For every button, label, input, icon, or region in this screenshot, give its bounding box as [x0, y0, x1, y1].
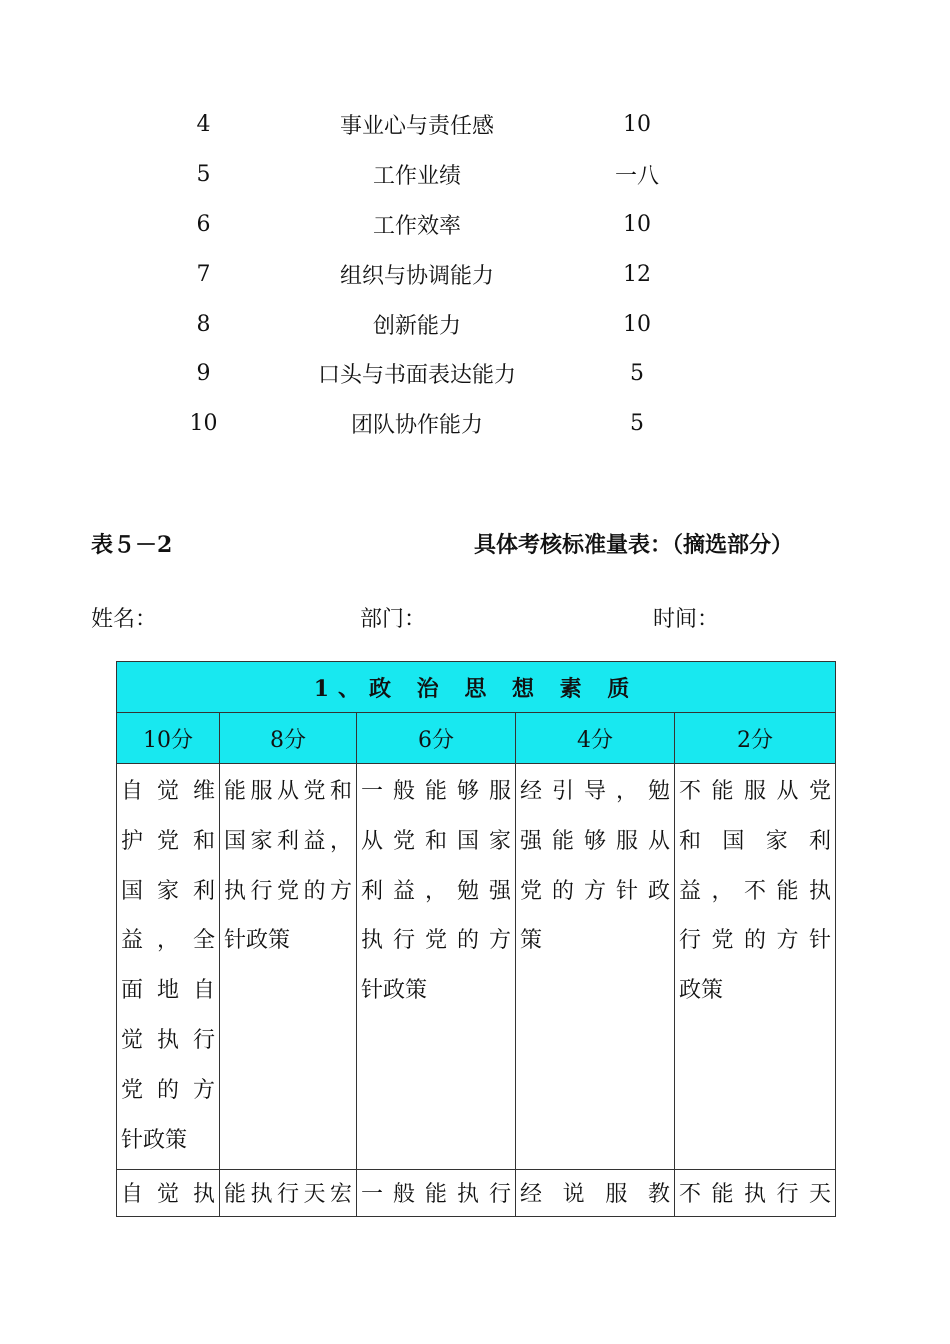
- score-header: 4分: [516, 713, 675, 764]
- item-name: 团队协作能力: [350, 413, 483, 439]
- score-header: 8分: [220, 713, 357, 764]
- item-number: 6: [196, 211, 211, 237]
- weight-list: [150, 100, 750, 449]
- item-number: 10: [189, 411, 218, 437]
- criteria-cell-10: 自 觉 执: [117, 1170, 220, 1217]
- item-number: 4: [196, 112, 211, 138]
- item-score: 一八: [614, 164, 659, 190]
- criteria-cell-8: 能执行天宏: [220, 1170, 357, 1217]
- name-field-label: 姓名：: [91, 607, 158, 632]
- criteria-cell-6: 一 般 能 执 行: [357, 1170, 516, 1217]
- time-field-label: 时间：: [653, 607, 720, 632]
- score-header: 6分: [357, 713, 516, 764]
- criteria-cell-2: 不 能 服 从 党 和 国 家 利 益 ， 不 能 执 行 党 的 方 针 政策: [675, 764, 836, 1170]
- item-score: 5: [630, 411, 644, 437]
- department-field-label: 部门：: [360, 607, 427, 632]
- item-score: 10: [623, 311, 651, 337]
- criteria-cell-6: 一 般 能 够 服 从 党 和 国 家 利 益 ， 勉 强 执 行 党 的 方 针政策: [357, 764, 516, 1170]
- item-score: 5: [630, 361, 644, 387]
- weight-row: [150, 150, 750, 200]
- item-name: 工作业绩: [372, 164, 461, 190]
- item-score: 12: [623, 261, 651, 287]
- section-header: 1、政 治 思 想 素 质: [117, 662, 836, 713]
- criteria-table: [116, 661, 836, 1217]
- criteria-cell-8: 能服从党和 国家利益， 执行党的方 针政策: [220, 764, 357, 1170]
- item-name: 组织与协调能力: [339, 263, 494, 289]
- item-number: 9: [196, 361, 211, 387]
- criteria-cell-10: 自 觉 维 护 党 和 国 家 利 益 ， 全 面 地 自 觉 执 行 党 的 方 针政策: [117, 764, 220, 1170]
- item-name: 事业心与责任感: [339, 114, 494, 140]
- table-title: 具体考核标准量表：（摘选部分）: [474, 532, 794, 558]
- item-name: 口头与书面表达能力: [317, 363, 516, 389]
- criteria-cell-2: 不 能 执 行 天: [675, 1170, 836, 1217]
- item-score: 10: [623, 211, 651, 237]
- score-header: 10分: [117, 713, 220, 764]
- item-number: 7: [196, 261, 211, 287]
- table-label: 表５－2: [91, 532, 173, 558]
- weight-row: [150, 349, 750, 399]
- criteria-cell-4: 经 引 导 ， 勉 强 能 够 服 从 党 的 方 针 政 策: [516, 764, 675, 1170]
- weight-row: [150, 249, 750, 299]
- item-number: 5: [196, 162, 211, 188]
- criteria-row: [117, 764, 836, 1170]
- weight-row: [150, 200, 750, 250]
- item-number: 8: [196, 311, 211, 337]
- item-name: 工作效率: [372, 213, 461, 239]
- weight-row: [150, 399, 750, 449]
- item-score: 10: [623, 112, 651, 138]
- criteria-cell-4: 经 说 服 教: [516, 1170, 675, 1217]
- weight-row: [150, 299, 750, 349]
- weight-row: [150, 100, 750, 150]
- item-name: 创新能力: [372, 313, 461, 339]
- criteria-row: [117, 1170, 836, 1217]
- score-header: 2分: [675, 713, 836, 764]
